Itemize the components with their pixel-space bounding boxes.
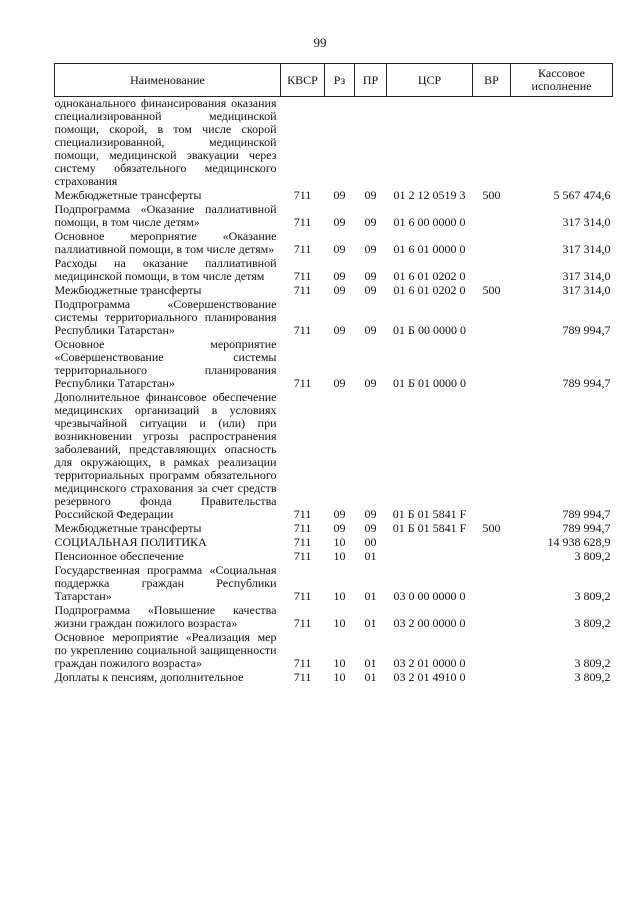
- row-kvsr: 711: [293, 589, 312, 603]
- row-rz: 10: [333, 616, 346, 630]
- row-vr: [473, 298, 511, 338]
- row-vr: [473, 97, 511, 190]
- row-pr: 09: [364, 188, 377, 202]
- row-kvsr: 711: [293, 242, 312, 256]
- row-pr: 09: [364, 215, 377, 229]
- row-kvsr: 711: [293, 283, 312, 297]
- row-amount: 317 314,0: [562, 283, 611, 297]
- row-amount: 3 809,2: [574, 656, 611, 670]
- row-vr: [473, 536, 511, 550]
- table-row: [55, 230, 613, 257]
- row-name: Основное мероприятие «Реализация мер по укреплению социальной защищенности граждан пожилого возраста»: [54, 630, 277, 670]
- row-pr: 09: [364, 323, 377, 337]
- row-vr: 500: [482, 188, 501, 202]
- row-name: Подпрограмма «Совершенствование системы территориального планирования Республики Татарстан»: [54, 297, 277, 337]
- row-pr: 00: [364, 535, 377, 549]
- row-rz: 10: [333, 549, 346, 563]
- row-rz: 09: [333, 521, 346, 535]
- row-pr: 09: [364, 242, 377, 256]
- row-rz: 09: [333, 188, 346, 202]
- row-rz: 09: [333, 269, 346, 283]
- row-amount: 317 314,0: [562, 269, 611, 283]
- row-amount: 317 314,0: [562, 242, 611, 256]
- table-row: [55, 203, 613, 230]
- header-rz: Рз: [325, 64, 355, 97]
- row-pr: 01: [364, 589, 377, 603]
- row-name: Межбюджетные трансферты: [54, 283, 202, 297]
- row-amount: 3 809,2: [574, 589, 611, 603]
- row-pr: 09: [364, 283, 377, 297]
- row-name: Межбюджетные трансферты: [54, 188, 202, 202]
- row-vr: [473, 338, 511, 391]
- row-vr: 500: [482, 521, 501, 535]
- row-csr: 01 6 00 0000 0: [393, 215, 466, 229]
- row-vr: [473, 604, 511, 631]
- table-row: [55, 391, 613, 522]
- header-name: Наименование: [55, 64, 281, 97]
- row-csr: [387, 536, 473, 550]
- row-amount: 5 567 474,6: [553, 188, 611, 202]
- row-name: Межбюджетные трансферты: [54, 521, 202, 535]
- budget-table: [54, 63, 613, 685]
- row-vr: [473, 391, 511, 522]
- header-csr: ЦСР: [387, 64, 473, 97]
- row-csr: 03 0 00 0000 0: [393, 589, 466, 603]
- header-kvsr: КВСР: [281, 64, 325, 97]
- row-rz: 10: [333, 670, 346, 684]
- row-name: Пенсионное обеспечение: [54, 549, 184, 563]
- row-amount: 789 994,7: [562, 376, 611, 390]
- row-rz: 09: [333, 323, 346, 337]
- row-name: Государственная программа «Социальная поддержка граждан Республики Татарстан»: [54, 563, 277, 603]
- row-kvsr: 711: [293, 215, 312, 229]
- row-kvsr: 711: [293, 269, 312, 283]
- row-kvsr: 711: [293, 507, 312, 521]
- table-row: [55, 298, 613, 338]
- row-amount: 3 809,2: [574, 670, 611, 684]
- row-rz: 09: [333, 242, 346, 256]
- row-amount: 3 809,2: [574, 616, 611, 630]
- row-name: Основное мероприятие «Оказание паллиативной помощи, в том числе детям»: [54, 229, 277, 256]
- row-vr: [473, 230, 511, 257]
- row-kvsr: [281, 97, 325, 190]
- row-amount: 317 314,0: [562, 215, 611, 229]
- row-amount: 789 994,7: [562, 323, 611, 337]
- header-vr: ВР: [473, 64, 511, 97]
- row-kvsr: 711: [293, 656, 312, 670]
- row-csr: 03 2 01 4910 0: [393, 670, 466, 684]
- row-pr: 01: [364, 616, 377, 630]
- row-pr: 01: [364, 656, 377, 670]
- row-amount: [511, 97, 613, 190]
- row-name: Подпрограмма «Оказание паллиативной помощи, в том числе детям»: [54, 202, 277, 229]
- row-kvsr: 711: [293, 535, 312, 549]
- row-pr: 09: [364, 269, 377, 283]
- row-kvsr: 711: [293, 549, 312, 563]
- row-kvsr: 711: [293, 670, 312, 684]
- row-csr: 01 2 12 0519 3: [393, 188, 466, 202]
- row-csr: 01 Б 01 0000 0: [393, 376, 466, 390]
- row-rz: 10: [333, 656, 346, 670]
- row-name: Расходы на оказание паллиативной медицинской помощи, в том числе детям: [54, 256, 277, 283]
- table-header: [55, 64, 613, 97]
- row-rz: 09: [333, 507, 346, 521]
- table-row: [55, 257, 613, 284]
- row-vr: 500: [482, 283, 501, 297]
- row-csr: 01 6 01 0000 0: [393, 242, 466, 256]
- row-csr: 01 Б 01 5841 F: [392, 507, 467, 521]
- header-pr: ПР: [355, 64, 387, 97]
- table-row: [55, 189, 613, 203]
- row-name: Подпрограмма «Повышение качества жизни граждан пожилого возраста»: [54, 603, 277, 630]
- row-rz: [325, 97, 355, 190]
- row-rz: 10: [333, 589, 346, 603]
- row-amount: 14 938 628,9: [547, 535, 611, 549]
- row-name: Дополнительное финансовое обеспечение медицинских организаций в условиях чрезвычайной ситуации и (или) при возникновении угрозы распространения заболеваний, представляющих опасность для окружающих, в рамках реализации территориальных программ обязательного медицинского страхования за счет средств резервного фонда Правительства Российской Федерации: [54, 390, 277, 521]
- row-csr: 01 6 01 0202 0: [393, 269, 466, 283]
- row-csr: [387, 97, 473, 190]
- row-pr: 09: [364, 376, 377, 390]
- row-kvsr: 711: [293, 376, 312, 390]
- table-row: [55, 564, 613, 604]
- row-name: одноканального финансирования оказания специализированной медицинской помощи, скорой, в том числе скорой специализированной, медицинской помощи, медицинской эвакуации через систему обязательного медицинского страхования: [54, 96, 277, 188]
- row-rz: 09: [333, 215, 346, 229]
- row-name: Основное мероприятие «Совершенствование системы территориального планирования Республики Татарстан»: [54, 337, 277, 390]
- row-amount: 789 994,7: [562, 507, 611, 521]
- row-pr: 01: [364, 670, 377, 684]
- table-row: [55, 536, 613, 550]
- row-kvsr: 711: [293, 616, 312, 630]
- row-csr: 03 2 00 0000 0: [393, 616, 466, 630]
- row-vr: [473, 257, 511, 284]
- table-row: [55, 522, 613, 536]
- header-amount: Кассовое исполнение: [511, 64, 613, 97]
- table-row: [55, 338, 613, 391]
- table-body: [55, 97, 613, 686]
- row-rz: 09: [333, 283, 346, 297]
- row-csr: 01 Б 00 0000 0: [393, 323, 466, 337]
- row-kvsr: 711: [293, 323, 312, 337]
- row-pr: 01: [364, 549, 377, 563]
- row-vr: [473, 203, 511, 230]
- row-csr: 01 Б 01 5841 F: [392, 521, 467, 535]
- row-name: СОЦИАЛЬНАЯ ПОЛИТИКА: [54, 535, 207, 549]
- table-row: [55, 97, 613, 190]
- table-row: [55, 284, 613, 298]
- row-rz: 09: [333, 376, 346, 390]
- page-number: 99: [313, 35, 327, 50]
- row-vr: [473, 671, 511, 685]
- table-row: [55, 631, 613, 671]
- row-pr: 09: [364, 521, 377, 535]
- row-csr: 03 2 01 0000 0: [393, 656, 466, 670]
- row-kvsr: 711: [293, 521, 312, 535]
- table-row: [55, 604, 613, 631]
- row-vr: [473, 631, 511, 671]
- table-row: [55, 671, 613, 685]
- row-name: Доплаты к пенсиям, дополнительное: [54, 670, 244, 684]
- row-rz: 10: [333, 535, 346, 549]
- row-csr: 01 6 01 0202 0: [393, 283, 466, 297]
- row-kvsr: 711: [293, 188, 312, 202]
- table-row: [55, 550, 613, 564]
- row-vr: [473, 550, 511, 564]
- row-csr: [387, 550, 473, 564]
- row-vr: [473, 564, 511, 604]
- row-pr: [355, 97, 387, 190]
- row-pr: 09: [364, 507, 377, 521]
- row-amount: 789 994,7: [562, 521, 611, 535]
- row-amount: 3 809,2: [574, 549, 611, 563]
